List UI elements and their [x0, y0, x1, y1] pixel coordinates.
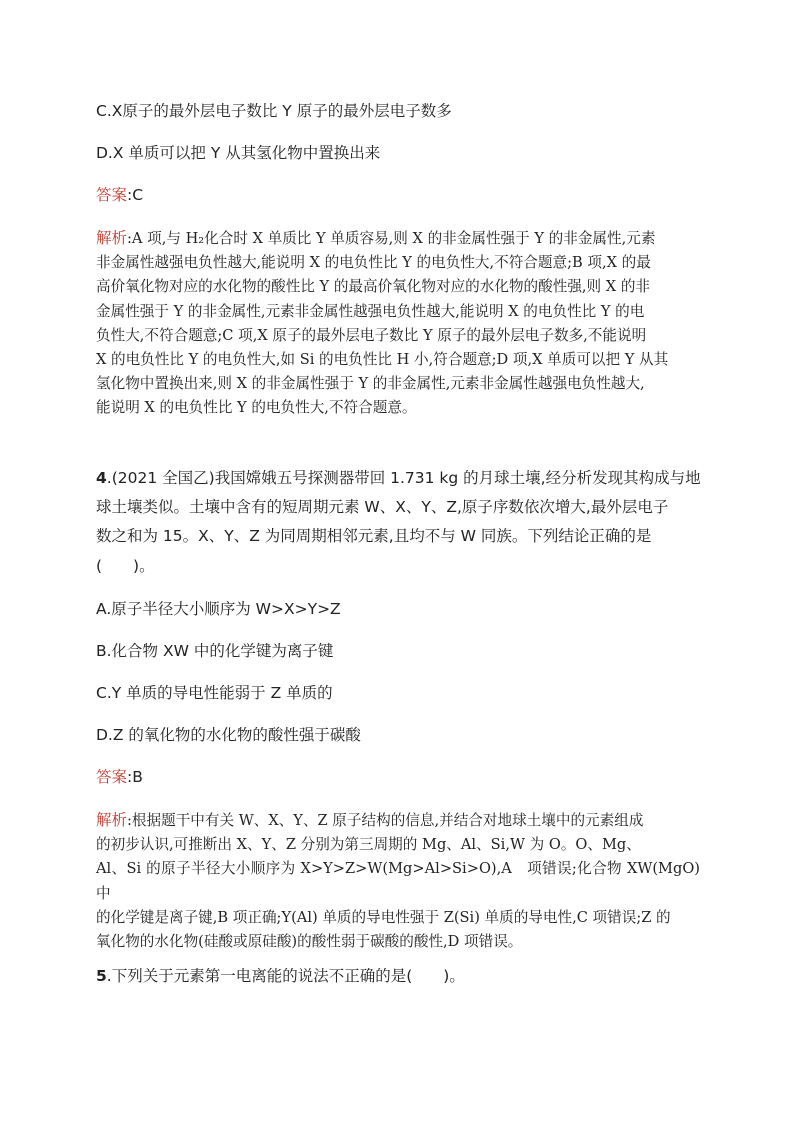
question-number: 5: [96, 967, 107, 985]
analysis-line: 高价氧化物对应的水化物的酸性比 Y 的最高价氧化物对应的水化物的酸性强,则 X 的非: [96, 278, 651, 296]
q4-stem-line: 4.(2021 全国乙)我国嫦娥五号探测器带回 1.731 kg 的月球土壤,经分析发现其构成与地: [96, 469, 701, 487]
analysis-line: 能说明 X 的电负性比 Y 的电负性大,不符合题意。: [96, 399, 417, 417]
q4-answer: [96, 767, 143, 787]
analysis-line: 负性大,不符合题意;C 项,X 原子的最外层电子数比 Y 原子的最外层电子数多,不能说明: [96, 326, 647, 344]
q4-option-d: D.Z 的氧化物的水化物的酸性强于碳酸: [96, 726, 361, 744]
q4-option-c: C.Y 单质的导电性能弱于 Z 单质的: [96, 684, 333, 702]
analysis-line: 解析:根据题干中有关 W、X、Y、Z 原子结构的信息,并结合对地球土壤中的元素组成: [96, 811, 644, 829]
analysis-line: 解析:A 项,与 H₂化合时 X 单质比 Y 单质容易,则 X 的非金属性强于 Y 的非金属性,元素: [96, 229, 656, 247]
analysis-line: X 的电负性比 Y 的电负性大,如 Si 的电负性比 H 小,符合题意;D 项,X 单质可以把 Y 从其: [96, 351, 669, 369]
q3-answer: [96, 185, 143, 205]
analysis-line: 金属性强于 Y 的非金属性,元素非金属性越强电负性越大,能说明 X 的电负性比 Y 的电: [96, 302, 645, 320]
answer-value: :C: [127, 186, 144, 204]
analysis-line: 的化学键是离子键,B 项正确;Y(Al) 单质的导电性强于 Z(Si) 单质的导电性,C 项错误;Z 的: [96, 908, 671, 926]
analysis-line: 氢化物中置换出来,则 X 的非金属性强于 Y 的非金属性,元素非金属性越强电负性越大,: [96, 375, 645, 393]
analysis-line: 氧化物的水化物(硅酸或原硅酸)的酸性弱于碳酸的酸性,D 项错误。: [96, 933, 523, 951]
q4-stem-line: 球土壤类似。土壤中含有的短周期元素 W、X、Y、Z,原子序数依次增大,最外层电子: [96, 498, 669, 516]
q3-analysis: [96, 226, 700, 421]
q4-option-b: B.化合物 XW 中的化学键为离子键: [96, 642, 334, 660]
analysis-line: 的初步认识,可推断出 X、Y、Z 分别为第三周期的 Mg、Al、Si,W 为 O。O、Mg、: [96, 836, 641, 854]
q4-option-a: A.原子半径大小顺序为 W>X>Y>Z: [96, 600, 341, 618]
answer-value: :B: [127, 768, 143, 786]
answer-label: 答案: [96, 768, 128, 786]
analysis-line: Al、Si 的原子半径大小顺序为 X>Y>Z>W(Mg>Al>Si>O),A 项错误;化合物 XW(MgO) 中: [96, 860, 700, 902]
q4-stem-line: 数之和为 15。X、Y、Z 为同周期相邻元素,且均不与 W 同族。下列结论正确的是: [96, 527, 652, 545]
analysis-label: 解析: [96, 811, 128, 829]
analysis-line: 非金属性越强电负性越大,能说明 X 的电负性比 Y 的电负性大,不符合题意;B 项,X 的最: [96, 254, 651, 272]
q4-stem-line: ( )。: [96, 557, 155, 575]
q5-stem: 5.下列关于元素第一电离能的说法不正确的是( )。: [96, 967, 465, 985]
q4-analysis: [96, 808, 700, 954]
answer-label: 答案: [96, 186, 128, 204]
question-number: 4: [96, 469, 107, 487]
analysis-label: 解析: [96, 229, 128, 247]
q3-option-c: C.X原子的最外层电子数比 Y 原子的最外层电子数多: [96, 102, 452, 120]
q3-option-d: D.X 单质可以把 Y 从其氢化物中置换出来: [96, 144, 381, 162]
